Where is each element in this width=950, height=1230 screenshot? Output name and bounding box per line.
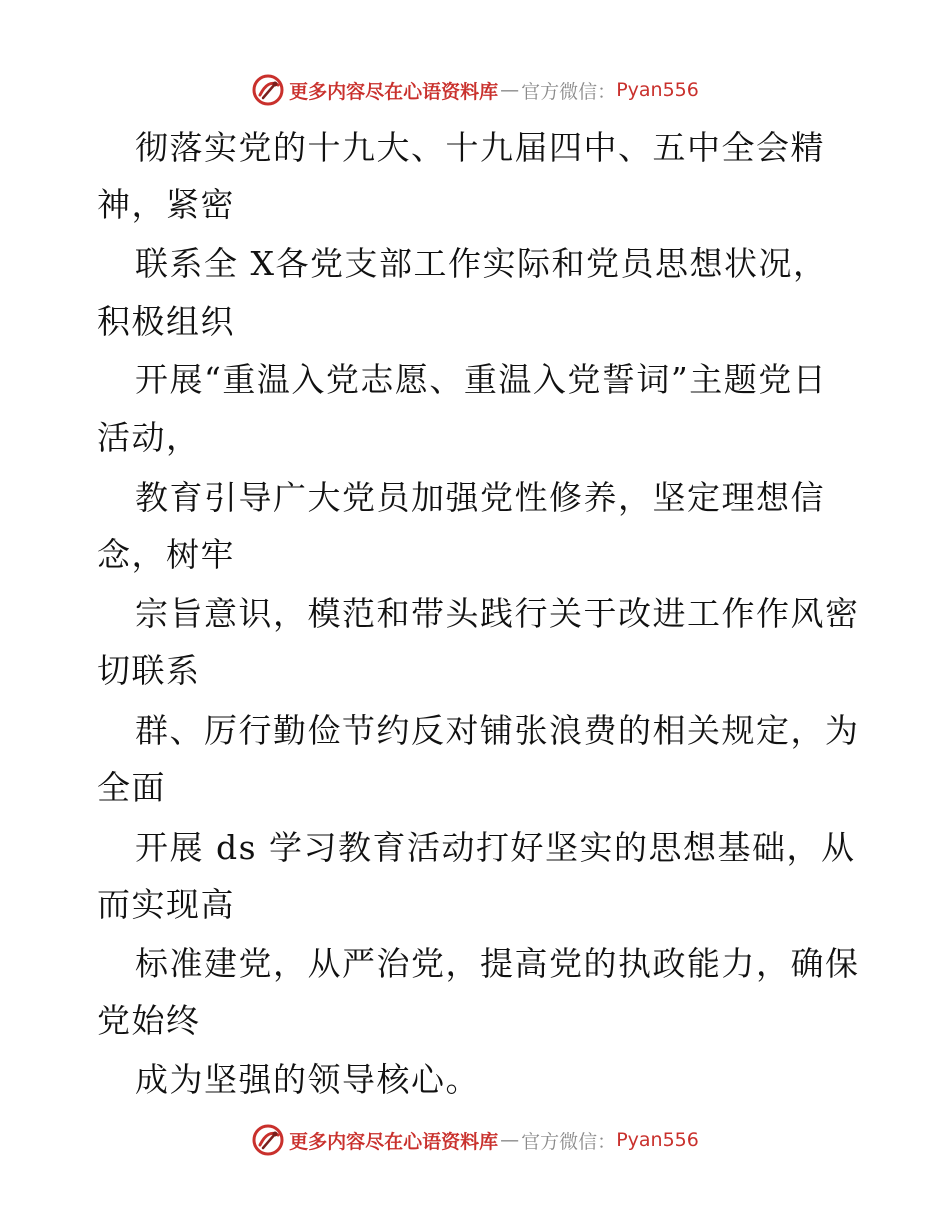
text-line: 神，紧密	[97, 185, 235, 224]
text-line: 党始终	[97, 1001, 201, 1040]
banner-main-text: 更多内容尽在心语资料库	[289, 1130, 499, 1153]
text-line: 全面	[97, 768, 166, 807]
text-line: 念，树牢	[97, 535, 235, 574]
text-line: 切联系	[97, 651, 201, 690]
text-line: 群、厉行勤俭节约反对铺张浪费的相关规定，为	[135, 711, 860, 750]
text-line: 成为坚强的领导核心。	[135, 1060, 480, 1099]
banner-wechat-id: Pyan556	[616, 79, 699, 101]
banner-wechat-label: 官方微信：	[521, 80, 617, 103]
text-line: 教育引导广大党员加强党性修养，坚定理想信	[135, 478, 825, 517]
banner-main-text: 更多内容尽在心语资料库	[289, 80, 499, 103]
header-banner	[0, 70, 950, 110]
logo-icon	[251, 73, 285, 107]
text-line: 宗旨意识，模范和带头践行关于改进工作作风密	[135, 594, 860, 633]
footer-banner	[0, 1120, 950, 1160]
banner-dash: —	[500, 79, 520, 101]
text-line: 而实现高	[97, 885, 235, 924]
banner-wechat-id: Pyan556	[616, 1129, 699, 1151]
text-line: 标准建党，从严治党，提高党的执政能力，确保	[135, 944, 860, 983]
text-line: 积极组织	[97, 302, 235, 341]
text-line: 联系全 X各党支部工作实际和党员思想状况，	[135, 244, 828, 283]
banner-dash: —	[500, 1129, 520, 1151]
text-line: 活动，	[97, 418, 201, 457]
banner-wechat-label: 官方微信：	[521, 1130, 617, 1153]
logo-icon	[251, 1123, 285, 1157]
text-line: 彻落实党的十九大、十九届四中、五中全会精	[135, 128, 825, 167]
text-line: 开展“重温入党志愿、重温入党誓词”主题党日	[135, 360, 828, 399]
text-line: 开展 ds 学习教育活动打好坚实的思想基础，从	[135, 828, 856, 867]
